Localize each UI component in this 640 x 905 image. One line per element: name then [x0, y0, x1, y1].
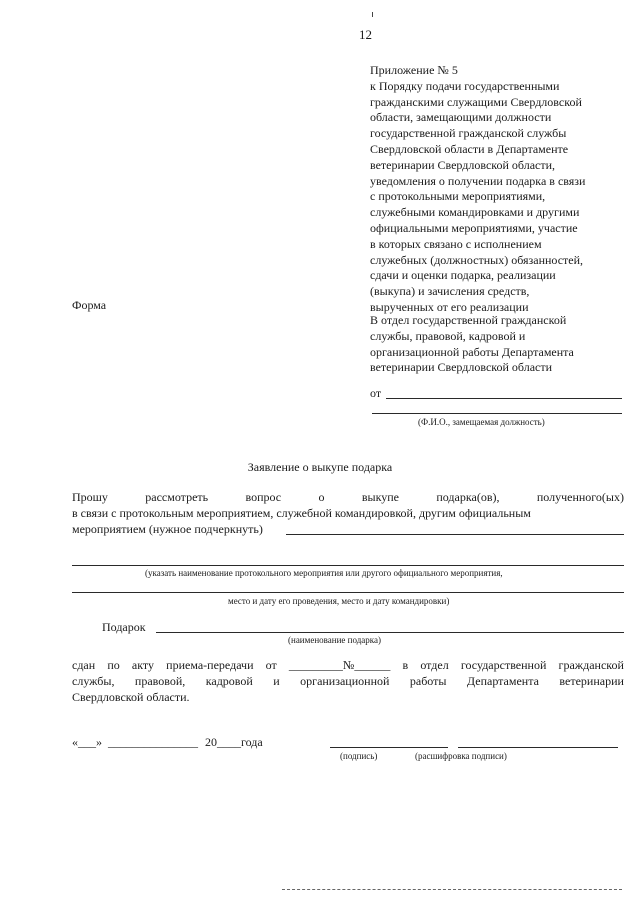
from-position-field[interactable] — [372, 413, 622, 414]
appendix-line: сдачи и оценки подарка, реализации — [370, 268, 556, 283]
appendix-line: Приложение № 5 — [370, 63, 458, 77]
handover-word: ветеринарии — [559, 674, 624, 688]
appendix-line: ветеринарии Свердловской области, — [370, 157, 556, 172]
page-number: 12 — [359, 27, 372, 42]
handover-word: кадровой — [205, 674, 253, 688]
appendix-line: в которых связано с исполнением — [370, 236, 542, 251]
request-word: Прошу — [72, 490, 108, 504]
appendix-line: вырученных от его реализации — [370, 299, 529, 314]
recipient-line: службы, правовой, кадровой и — [370, 328, 526, 343]
form-label: Форма — [72, 298, 107, 312]
appendix-line: официальными мероприятиями, участие — [370, 220, 578, 235]
appendix-line: к Порядку подачи государственными — [370, 78, 560, 93]
recipient-line: организационной работы Департамента — [370, 344, 574, 359]
handover-word: акту — [131, 658, 155, 672]
document-title: Заявление о выкупе подарка — [247, 460, 393, 474]
recipient-block — [370, 313, 625, 376]
recipient-line: ветеринарии Свердловской области — [370, 360, 553, 375]
handover-word: отдел — [420, 658, 449, 672]
handover-word: в — [402, 658, 409, 672]
appendix-line: служебных (должностных) обязанностей, — [370, 252, 584, 267]
from-label: от — [370, 386, 382, 400]
appendix-line: (выкупа) и зачисления средств, — [370, 284, 530, 299]
handover-word: Департамента — [466, 674, 539, 688]
handover-word: от — [265, 658, 277, 672]
handover-line-1 — [72, 658, 624, 673]
request-word: о — [318, 490, 325, 504]
scan-mark — [372, 12, 373, 17]
from-name-field[interactable] — [386, 398, 622, 399]
gift-name-field[interactable] — [156, 632, 624, 633]
gift-label: Подарок — [102, 620, 146, 634]
appendix-line: служебными командировками и другими — [370, 205, 580, 220]
date-day-field[interactable]: «___» — [72, 735, 102, 749]
request-word: подарка(ов), — [436, 490, 500, 504]
handover-line-3: Свердловской области. — [72, 690, 190, 704]
request-fill-field[interactable] — [286, 534, 624, 535]
event-field-2[interactable] — [72, 592, 624, 593]
request-line-3: мероприятием (нужное подчеркнуть) — [72, 522, 263, 536]
handover-word: правовой, — [134, 674, 186, 688]
handover-word: по — [107, 658, 120, 672]
appendix-line: уведомления о получении подарка в связи — [370, 173, 586, 188]
handover-word: организационной — [300, 674, 390, 688]
appendix-line: с протокольными мероприятиями, — [370, 189, 546, 204]
request-word: вопрос — [245, 490, 282, 504]
event-caption-1: (указать наименование протокольного мероприятия или другого официального мероприятия, — [145, 568, 503, 578]
handover-word: работы — [409, 674, 447, 688]
handover-word: приема-передачи — [166, 658, 254, 672]
appendix-line: гражданскими служащими Свердловской — [370, 94, 582, 109]
appendix-block — [370, 63, 625, 316]
handover-word: службы, — [72, 674, 115, 688]
date-month-field[interactable]: _______________ — [108, 735, 198, 749]
request-line-2: в связи с протокольным мероприятием, служебной командировкой, другим официальным — [72, 506, 531, 520]
appendix-line: Свердловской области в Департаменте — [370, 141, 569, 156]
request-word: полученного(ых) — [536, 490, 624, 504]
request-word: выкупе — [361, 490, 399, 504]
handover-word: и — [273, 674, 280, 688]
event-field-1[interactable] — [72, 565, 624, 566]
signature-field[interactable] — [330, 747, 448, 748]
handover-word: государственной — [460, 658, 547, 672]
handover-act-field[interactable]: _________№______ — [288, 658, 391, 672]
request-word: рассмотреть — [145, 490, 209, 504]
event-caption-2: место и дату его проведения, место и дату командировки) — [228, 596, 450, 606]
date-year-field[interactable]: 20____года — [205, 735, 263, 749]
handover-line-2 — [72, 674, 624, 689]
signature-decode-field[interactable] — [458, 747, 618, 748]
signature-caption: (подпись) — [340, 751, 378, 761]
decode-caption: (расшифровка подписи) — [415, 751, 507, 761]
handover-word: гражданской — [558, 658, 624, 672]
recipient-line: В отдел государственной гражданской — [370, 313, 567, 327]
request-line-1 — [72, 490, 624, 505]
bottom-rule — [282, 889, 622, 890]
from-caption: (Ф.И.О., замещаемая должность) — [418, 417, 545, 427]
gift-caption: (наименование подарка) — [288, 635, 381, 645]
appendix-line: области, замещающими должности — [370, 110, 552, 125]
appendix-line: государственной гражданской службы — [370, 126, 567, 141]
handover-word: сдан — [72, 658, 96, 672]
